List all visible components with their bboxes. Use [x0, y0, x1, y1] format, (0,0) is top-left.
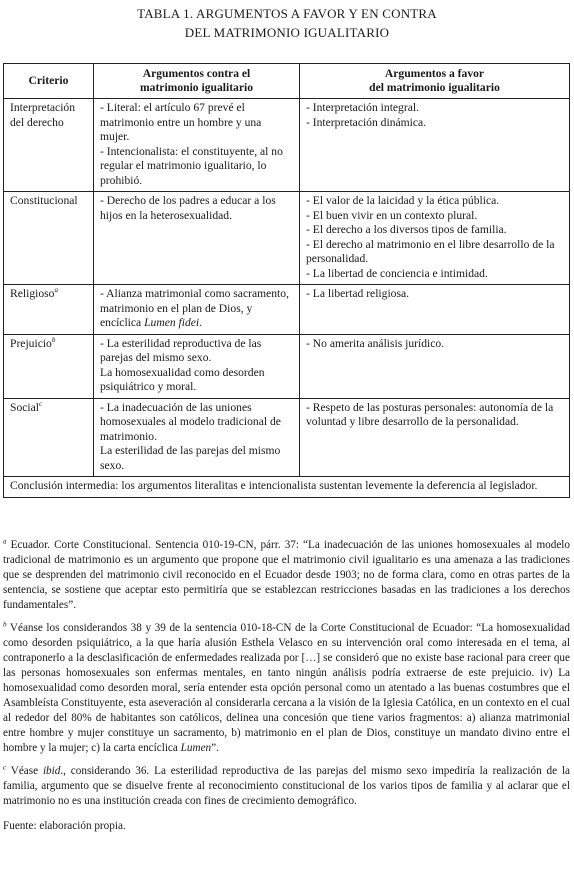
favor-cell [300, 398, 570, 477]
header-favor: Argumentos a favor del matrimonio igualitario [300, 64, 570, 99]
contra-cell [94, 285, 300, 335]
list-item: - La libertad religiosa. [306, 287, 410, 300]
list-item: - El derecho a los diversos tipos de familia. [306, 223, 507, 236]
criterio-cell: Interpretación del derecho [4, 99, 94, 192]
list-item: La homosexualidad como desorden psiquiátrico y moral. [100, 365, 265, 393]
favor-cell [300, 192, 570, 285]
list-item: - El valor de la laicidad y la ética pública. [306, 194, 500, 207]
criterio-cell: Social$^c$ [4, 398, 94, 477]
footnote-mark: c [3, 763, 7, 772]
favor-cell [300, 285, 570, 335]
table-row [4, 192, 570, 285]
table-row [4, 99, 570, 192]
list-item: - Interpretación dinámica. [306, 115, 427, 129]
list-item: - Alianza matrimonial como sacramento, matrimonio en el plan de Dios, y encíclica Lumen fidei. [100, 287, 289, 329]
source-line: Fuente: elaboración propia. [3, 820, 126, 832]
arguments-table [3, 63, 570, 498]
criterio-cell: Religioso$^a$ [4, 285, 94, 335]
header-criterio: Criterio [4, 64, 94, 99]
table-title-line-2: DEL MATRIMONIO IGUALITARIO [184, 25, 390, 40]
list-item: - Derecho de los padres a educar a los hijos en la heterosexualidad. [100, 194, 276, 222]
footnote-a: $^a$ Ecuador. Corte Constitucional. Sentencia 010-19-CN, párr. 37: “La inadecuación de las uniones homosexuales al modelo tradicional de matrimonio es un argumento que propone que el matrimonio civil igualitario es una amenaza a las tradiciones que se desprenden del matrimonio civil reconocido en el Ecuador desde 1903; no de forma clara, como en otras partes de la sentencia, se sostiene que aceptar esto permitiría que se establezcan restricciones basadas en las tradiciones a los derechos fundamentales”. [3, 537, 571, 611]
list-item: - El buen vivir en un contexto plural. [306, 208, 478, 222]
list-item: La esterilidad de las parejas del mismo sexo. [100, 444, 281, 472]
list-item: - Respeto de las posturas personales: autonomía de la voluntad y libre desarrollo de la personalidad. [306, 400, 554, 428]
header-contra: Argumentos contra el matrimonio igualitario [94, 64, 300, 99]
footnote-mark: b [3, 620, 7, 629]
table-row [4, 334, 570, 398]
criterio-cell: Prejuicio$^b$ [4, 334, 94, 398]
table-row [4, 398, 570, 477]
table-header-row [4, 64, 570, 99]
conclusion-row [4, 477, 570, 498]
contra-cell [94, 192, 300, 285]
list-item: - Interpretación integral. [306, 101, 419, 114]
list-item: - Intencionalista: el constituyente, al no regular el matrimonio igualitario, lo prohibió. [100, 144, 283, 187]
favor-cell [300, 334, 570, 398]
footnote-c: $^c$ Véase ibid., considerando 36. La esterilidad reproductiva de las parejas del mismo sexo impediría la realización de la familia, argumento que se disuelve frente al reconocimiento constitucional de los varios tipos de familia y al aclarar que el matrimonio no es una institución creada con fines de crecimiento demográfico. [3, 763, 570, 807]
criterio-cell: Constitucional [4, 192, 94, 285]
table-title [0, 4, 574, 42]
list-item: - La inadecuación de las uniones homosexuales al modelo tradicional de matrimonio. [100, 400, 281, 443]
footnote-mark[interactable]: b [51, 335, 56, 344]
footnote-mark: a [3, 537, 7, 546]
table-title-line-1: TABLA 1. ARGUMENTOS A FAVOR Y EN CONTRA [137, 6, 437, 21]
footnote-mark[interactable]: c [38, 399, 43, 408]
footnote-b: $^b$ Véanse los considerandos 38 y 39 de la sentencia 010-18-CN de la Corte Constitucional de Ecuador: “La homosexualidad como desorden psiquiátrico, a la que haría alusión Esthela Velasco en su intervención oral como interesada en el tema, al contraponerlo a la desclasificación de enfermedades realizada por […] se consideró que no existe base racional para creer que las personas homosexuales son enfermas mentales, en tanto ningún análisis podría extraerse de este prejuicio. iv) La homosexualidad como desorden moral, sería entender esta opción personal como un atentado a las buenas costumbres que el Asambleísta Constituyente, esta aseveración al considerarla cercana a la visión de la Iglesia Católica, en un contexto en el cual al rededor del 80% de habitantes son católicos, delinea una concesión que tiene varios fragmentos: a) alianza matrimonial entre hombre y mujer constituye un sacramento, b) matrimonio en el plan de Dios, constituye un mandato divino entre el hombre y la mujer; c) la carta encíclica Lumen”. [3, 620, 570, 754]
list-item: - No amerita análisis jurídico. [306, 336, 445, 350]
footnote-mark[interactable]: a [54, 286, 58, 295]
contra-cell [94, 99, 300, 192]
list-item: - La esterilidad reproductiva de las parejas del mismo sexo. [100, 336, 262, 364]
contra-cell [94, 334, 300, 398]
table-row [4, 285, 570, 335]
conclusion-cell: Conclusión intermedia: los argumentos literalitas e intencionalista sustentan levemente la deferencia al legislador. [4, 477, 570, 498]
list-item: - Literal: el artículo 67 prevé el matrimonio entre un hombre y una mujer. [100, 101, 262, 143]
list-item: - El derecho al matrimonio en el libre desarrollo de la personalidad. [306, 237, 555, 265]
footnotes [3, 538, 570, 842]
list-item: - La libertad de conciencia e intimidad. [306, 266, 488, 280]
favor-cell [300, 99, 570, 192]
contra-cell [94, 398, 300, 477]
